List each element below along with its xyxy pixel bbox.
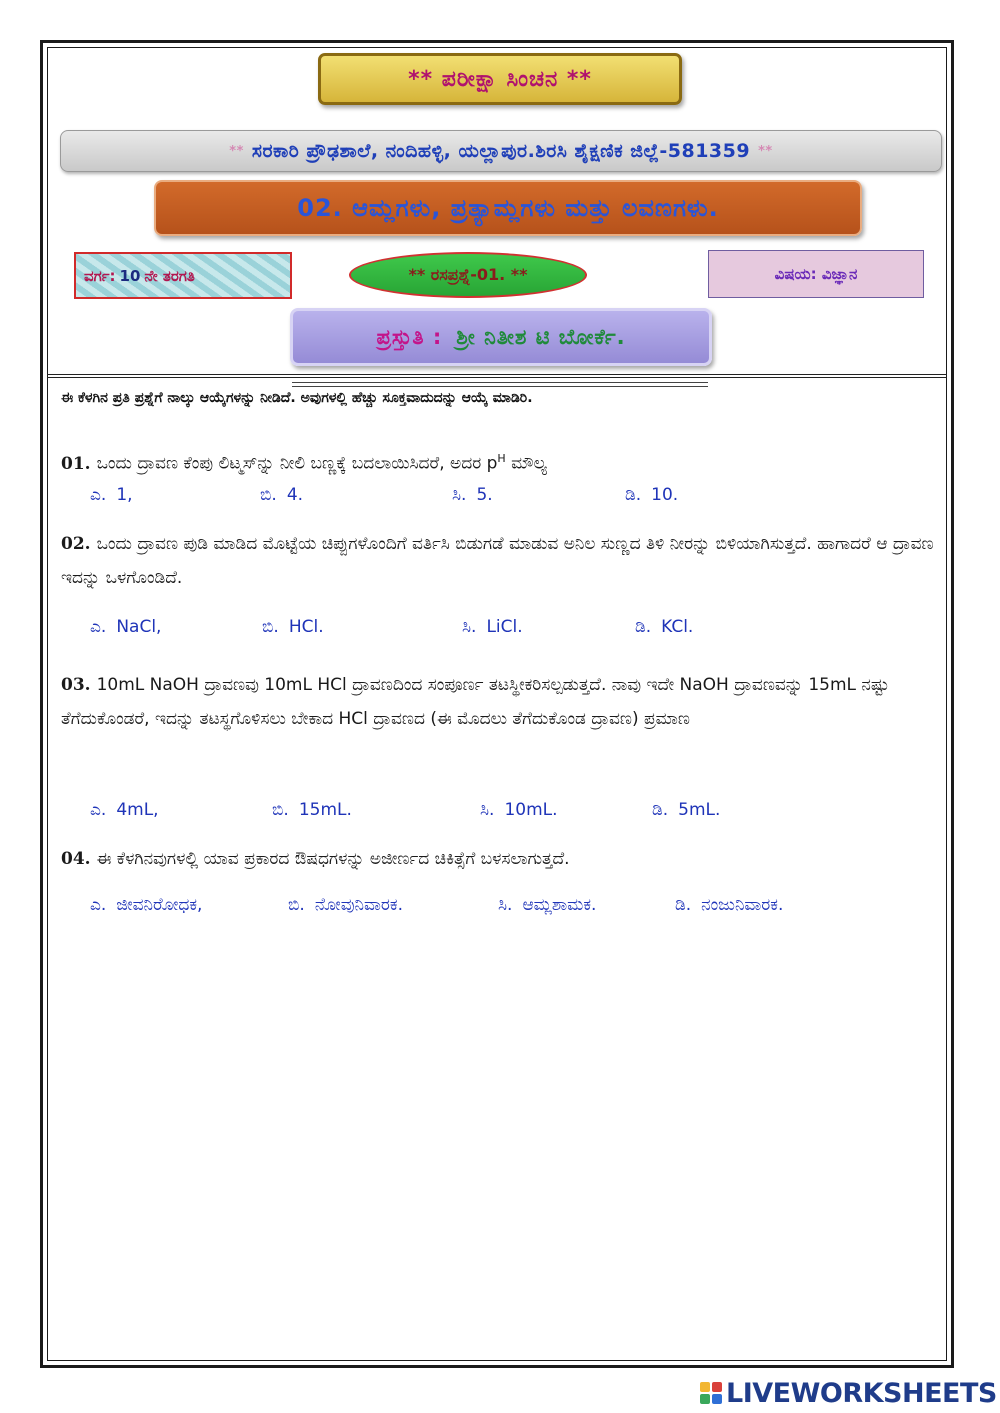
option-value: 5.: [476, 485, 493, 505]
option-letter: ಸಿ.: [452, 485, 467, 505]
class-box: [74, 252, 292, 299]
option-letter: ಎ.: [90, 617, 107, 637]
option-letter: ಬಿ.: [262, 617, 279, 637]
option-letter: ಸಿ.: [462, 617, 477, 637]
option-value: NaCl,: [116, 617, 162, 637]
option-letter: ಬಿ.: [272, 800, 289, 820]
instructions: ಈ ಕೆಳಗಿನ ಪ್ರತಿ ಪ್ರಶ್ನೆಗೆ ನಾಲ್ಕು ಆಯ್ಕೆಗಳನ್ನು ನೀಡಿದೆ. ಅವುಗಳಲ್ಲಿ ಹೆಚ್ಚು ಸೂಕ್ತವಾದುದನ್ನು ಆಯ್ಕೆ ಮಾಡಿರಿ.: [61, 390, 533, 406]
option-value: ನೋವುನಿವಾರಕ.: [314, 895, 403, 915]
option-value: LiCl.: [486, 617, 523, 637]
option-4b[interactable]: [288, 895, 403, 915]
exam-title: ** ಪರೀಕ್ಷಾ ಸಿಂಚನ **: [408, 66, 592, 92]
class-suffix: ನೇ ತರಗತಿ: [144, 266, 195, 285]
liveworksheets-logo-icon: [700, 1382, 722, 1404]
option-value: 4.: [286, 485, 304, 505]
subject-box: [708, 250, 924, 298]
option-letter: ಎ.: [90, 800, 107, 820]
school-name: ಸರಕಾರಿ ಪ್ರೌಢಶಾಲೆ, ನಂದಿಹಳ್ಳಿ, ಯಲ್ಲಾಪುರ.ಶಿರಸಿ ಶೈಕ್ಷಣಿಕ ಜಿಲ್ಲೆ-581359: [251, 140, 751, 162]
question-text: ಒಂದು ದ್ರಾವಣ ಪುಡಿ ಮಾಡಿದ ಮೊಟ್ಟೆಯ ಚಿಪ್ಪುಗಳೊಂದಿಗೆ ವರ್ತಿಸಿ ಬಿಡುಗಡೆ ಮಾಡುವ ಅನಿಲ ಸುಣ್ಣದ ತಿಳಿ ನೀರನ್ನು ಬಿಳಿಯಾಗಿಸುತ್ತದೆ. ಹಾಗಾದರೆ ಆ ದ್ರಾವಣ ಇದನ್ನು ಒಳಗೊಂಡಿದೆ.: [61, 534, 934, 588]
option-3d[interactable]: [652, 800, 720, 820]
school-stars-right: **: [758, 143, 773, 159]
question-number: 03.: [61, 675, 91, 695]
school-stars-left: **: [229, 143, 244, 159]
question-superscript: H: [497, 452, 506, 465]
option-2d[interactable]: [635, 617, 693, 637]
option-1a[interactable]: [90, 485, 133, 505]
option-3a[interactable]: [90, 800, 159, 820]
option-letter: ಎ.: [90, 895, 107, 915]
option-letter: ಡಿ.: [652, 800, 669, 820]
option-1c[interactable]: [452, 485, 493, 505]
option-letter: ಬಿ.: [288, 895, 305, 915]
quiz-badge: [349, 252, 587, 298]
quiz-label: ** ರಸಪ್ರಶ್ನೆ-01. **: [408, 265, 528, 284]
presenter-name: ಶ್ರೀ ನಿತೀಶ ಟಿ ಬೋರ್ಕೆ.: [456, 324, 626, 349]
option-3c[interactable]: [480, 800, 558, 820]
question-text-tail: ಮೌಲ್ಯ: [505, 453, 547, 474]
option-letter: ಸಿ.: [480, 800, 495, 820]
class-label: ವರ್ಗ:: [84, 266, 116, 285]
school-banner: [60, 130, 942, 172]
option-3b[interactable]: [272, 800, 352, 820]
question-number: 02.: [61, 534, 91, 554]
option-value: ನಂಜುನಿವಾರಕ.: [701, 895, 784, 915]
option-value: 15mL.: [298, 800, 352, 820]
presenter-banner: [290, 308, 712, 366]
option-1d[interactable]: [625, 485, 678, 505]
option-2c[interactable]: [462, 617, 523, 637]
option-value: ಜೀವನಿರೋಧಕ,: [116, 895, 203, 915]
instructions-rule: [292, 382, 708, 387]
option-value: HCl.: [288, 617, 324, 637]
logo-square-4: [712, 1394, 722, 1404]
exam-title-banner: [318, 53, 682, 105]
option-value: KCl.: [661, 617, 694, 637]
option-1b[interactable]: [260, 485, 303, 505]
chapter-title: 02. ಆಮ್ಲಗಳು, ಪ್ರತ್ಯಾಮ್ಲಗಳು ಮತ್ತು ಲವಣಗಳು.: [297, 194, 719, 222]
option-letter: ಎ.: [90, 485, 107, 505]
option-value: ಆಮ್ಲಶಾಮಕ.: [522, 895, 597, 915]
header-divider: [47, 374, 947, 378]
option-value: 5mL.: [678, 800, 721, 820]
question-number: 01.: [61, 453, 91, 474]
option-value: 10.: [651, 485, 679, 505]
option-letter: ಸಿ.: [498, 895, 513, 915]
question-3: [61, 668, 941, 736]
option-2a[interactable]: [90, 617, 161, 637]
question-4: [61, 842, 941, 876]
option-2b[interactable]: [262, 617, 324, 637]
option-value: 1,: [116, 485, 133, 505]
option-value: 4mL,: [116, 800, 159, 820]
logo-text: LIVEWORKSHEETS: [726, 1377, 997, 1409]
liveworksheets-logo[interactable]: [700, 1377, 997, 1409]
question-1: [61, 442, 941, 481]
question-2: [61, 527, 941, 595]
option-4c[interactable]: [498, 895, 596, 915]
option-value: 10mL.: [504, 800, 558, 820]
option-letter: ಡಿ.: [635, 617, 652, 637]
question-number: 04.: [61, 849, 91, 869]
option-letter: ಬಿ.: [260, 485, 277, 505]
chapter-banner: [154, 180, 862, 236]
question-text: 10mL NaOH ದ್ರಾವಣವು 10mL HCl ದ್ರಾವಣದಿಂದ ಸಂಪೂರ್ಣ ತಟಸ್ಥೀಕರಿಸಲ್ಪಡುತ್ತದೆ. ನಾವು ಇದೇ NaOH ದ್ರಾವಣವನ್ನು 15mL ನಷ್ಟು ತೆಗೆದುಕೊಂಡರೆ, ಇದನ್ನು ತಟಸ್ಥಗೊಳಿಸಲು ಬೇಕಾದ HCl ದ್ರಾವಣದ (ಈ ಮೊದಲು ತೆಗೆದುಕೊಂಡ ದ್ರಾವಣ) ಪ್ರಮಾಣ: [61, 675, 890, 729]
question-text: ಈ ಕೆಳಗಿನವುಗಳಲ್ಲಿ ಯಾವ ಪ್ರಕಾರದ ಔಷಧಗಳನ್ನು ಅಜೀರ್ಣದ ಚಿಕಿತ್ಸೆಗೆ ಬಳಸಲಾಗುತ್ತದೆ.: [96, 849, 570, 869]
presenter-label: ಪ್ರಸ್ತುತಿ :: [376, 324, 443, 349]
logo-square-3: [700, 1394, 710, 1404]
class-number: 10: [119, 266, 141, 285]
question-text: ಒಂದು ದ್ರಾವಣ ಕೆಂಪು ಲಿಟ್ಮಸ್‌ನ್ನು ನೀಲಿ ಬಣ್ಣಕ್ಕೆ ಬದಲಾಯಿಸಿದರೆ, ಅದರ p: [96, 453, 498, 474]
option-4a[interactable]: [90, 895, 202, 915]
option-letter: ಡಿ.: [625, 485, 642, 505]
logo-square-1: [700, 1382, 710, 1392]
option-letter: ಡಿ.: [675, 895, 692, 915]
option-4d[interactable]: [675, 895, 783, 915]
subject-label: ವಿಷಯ: ವಿಜ್ಞಾನ: [774, 265, 858, 283]
logo-square-2: [712, 1382, 722, 1392]
